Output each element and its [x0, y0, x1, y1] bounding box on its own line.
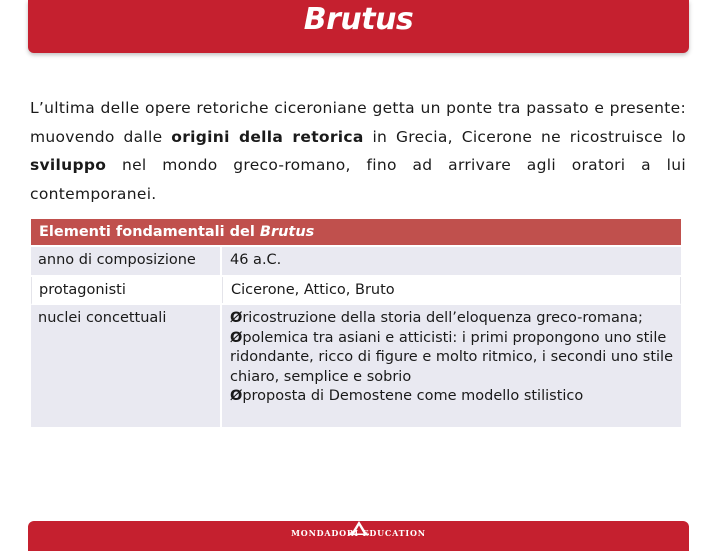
page-title: Brutus — [303, 2, 414, 37]
publisher-name: MONDADORI EDUCATION — [291, 528, 426, 538]
table-row — [31, 247, 681, 277]
footer-banner — [28, 521, 689, 551]
table-header-italic: Brutus — [259, 224, 315, 240]
bullet-item — [230, 387, 675, 407]
intro-bold-sviluppo: sviluppo — [30, 156, 107, 174]
bullet-text: proposta di Demostene come modello stilistico — [242, 388, 584, 404]
table-header-prefix: Elementi fondamentali del — [39, 224, 260, 240]
intro-bold-origini: origini della retorica — [171, 127, 364, 146]
table-row — [31, 305, 681, 429]
bullet-marker-icon: Ø — [230, 388, 243, 404]
bullet-item — [230, 329, 675, 388]
row-label: anno di composizione — [31, 247, 222, 275]
row-label: nuclei concettuali — [31, 305, 222, 427]
intro-paragraph — [30, 94, 686, 208]
row-value: 46 a.C. — [230, 252, 282, 268]
bullet-item — [230, 309, 675, 329]
row-label: protagonisti — [32, 277, 223, 303]
row-value: Cicerone, Attico, Bruto — [231, 282, 395, 298]
bullet-marker-icon: Ø — [230, 310, 243, 326]
bullet-text: ricostruzione della storia dell’eloquenza greco-romana; — [242, 310, 643, 326]
title-banner — [28, 0, 689, 53]
table-header — [31, 219, 681, 247]
table-row — [31, 277, 681, 305]
bullet-marker-icon: Ø — [230, 329, 243, 346]
brutus-table — [31, 219, 681, 429]
intro-text-3: nel mondo greco-romano, fino ad arrivare agli oratori a lui contemporanei. — [30, 156, 686, 203]
bullet-text: polemica tra asiani e atticisti: i primi propongono uno stile ridondante, ricco di figure e molto ritmico, i secondi uno stile chiaro, semplice e sobrio — [230, 329, 673, 385]
intro-text-1: L’ultima delle opere retoriche ciceroniane getta un ponte tra passato e presente: muovendo dalle — [30, 99, 686, 146]
intro-text-2: in Grecia, Cicerone ne ricostruisce lo — [363, 127, 686, 146]
row-value-bullets — [222, 305, 681, 427]
